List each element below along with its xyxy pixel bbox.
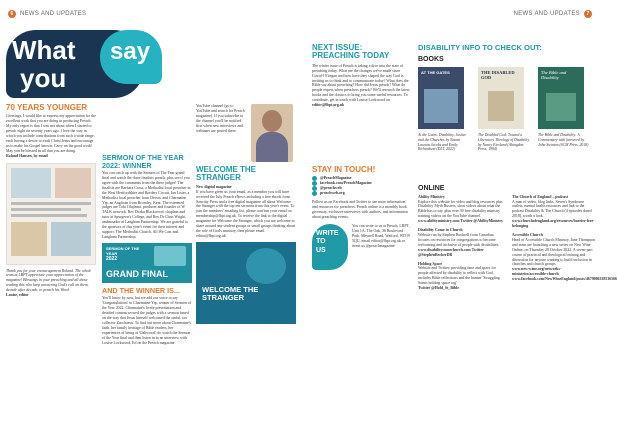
welcome-stranger-cover [196,242,296,324]
online-2-title: Disability Come to Church [418,228,463,233]
right-header [514,10,592,18]
online-5-link[interactable]: www.new-wine.org/networks-ministries/accessible-church www.facebook.com/NewWineEngland/posts/4679006338536566 [512,267,617,282]
stranger-column [196,104,296,420]
sermon-column [102,154,192,420]
graphic-year: 2022 [106,255,118,262]
globe-icon [312,191,317,196]
books-row [418,63,596,183]
online-2-body: Website run by Stephen Buckrell from Canadian focuses on resources for congregations to become welcoming and inclusive of people with disabilities. [418,233,500,247]
sermon-grand-final-graphic [102,243,192,283]
editor-reply: Thank you for your encouragement Roland. The whole team at LBPT appreciate your appreciation of the magazine! Blessings in your preaching and all those reading this who keep answering God's call on them, decade after decade, to preach his Word. [6,268,92,293]
sermon-title: SERMON OF THE YEAR 2022: WINNER [102,153,184,170]
seventy-years-column [6,104,96,420]
online-1-body: Explore this website for video and blog resources plus Disability Myth Busters, short videos about what the Bible has to say, plus over 30 free disability ministry training videos on the YouTube channel. [418,199,503,219]
right-page [300,0,617,424]
online-3-title: Holding Space [418,261,443,266]
stay-in-touch-body: Follow us on Facebook and Twitter to see more information and resources for preachers. Preach online is a monthly book giveaway, exclusive interviews with authors, and information about preaching events. [312,200,408,220]
book-caption-1: At the Gates: Disability, Justice and the Churches by Naomi Lawson Jacobs and Emily Richardson (DLT, 2022) [418,133,467,152]
magazine-contents-image [6,163,96,265]
online-3-link[interactable]: Twitter @Hold_St_Bible [418,286,459,291]
page-number: 6 [8,10,16,18]
online-1-title: Ability Ministry [418,194,445,199]
section-title: NEWS AND UPDATES [20,11,87,17]
online-2-link[interactable]: www.disabilitycomechurch.com Twitter @StephenBeckerDR [418,247,484,257]
graphic-grand-final: GRAND FINAL [106,268,168,279]
stranger-cover-title: WELCOME THE STRANGER [202,284,259,302]
stranger-title: WELCOME THE STRANGER [196,165,256,183]
disability-section [418,38,617,420]
seventy-years-author: Roland Hansen, by email [6,153,48,158]
book-caption-3: The Bible and Disability: A Commentary with foreword by John Swinton (SCM Press, 2018) [538,133,589,147]
stranger-sub: New digital magazine [196,184,232,189]
next-issue-email: editor@lbpt.org.uk [312,103,345,108]
write-to-us-bubble: WRITE TO US [312,224,348,270]
graphic-title: SERMON OF THE YEAR [106,245,140,256]
banner-what: What [12,35,76,65]
next-issue-column [312,44,410,420]
facebook-link[interactable]: facebook.com/PreachMagazine [312,181,410,186]
section-title-right: NEWS AND UPDATES [513,11,580,17]
seventy-years-title: 70 YEARS YOUNGER [6,103,88,112]
online-3-body: Website and Twitter: providing time and space for people affected by disability to reflect with God, includes Bible reflections and the banner 'Struggling Saints holding space org' [418,266,500,286]
page-number-right: 7 [584,10,592,18]
next-issue-title: NEXT ISSUE: PREACHING TODAY [312,43,390,61]
online-4-link[interactable]: www.churchofengland.org/resources/barrier-free-belonging [512,219,595,229]
next-issue-body: The winter issue of Preach is taking a dive into the state of preaching today. What are the changes we've made since Covid-19 began and how have they shaped the way God is inviting us to think and to communicate today? What does the Bible say about preaching? How did Jesus preach? What do people expect when preachers preach? We'll research the latest books and the classics to bring you some useful resources. To contribute, get in touch with Louise Lockwood on [312,63,410,103]
stranger-body: If you have given us your email, as a member you will have received the July Preach eNews including a free ebook from Sanctity Press and a free digital magazine all about Welcome the Stranger with the top ten sermons from this year's event. To join the members' emailing list, please confirm your email on membership@lbpt.org.uk. To receive the link to the digital magazine for Welcome the Stranger, which you are welcome to share around any student groups or small groups thinking about the role of God's ministry, then please email editor@lbpt.org.uk. [196,189,296,238]
stay-in-touch-title: STAY IN TOUCH! [312,164,376,174]
online-4-title: The Church of England – podcast [512,194,569,199]
sermon-body: You can catch up with the Sermon of The Year grand final and watch the three finalists preach, plus see if you agree with the comments from the three judges! The finalists are Barbara Cross, a Methodist local preacher in the West Hertfordshire and Borders Circuit, Ian Lister, a Methodist local preacher from Devon, and Charmaine Yip, an Anglican from Bromley, Kent. The esteemed judges are Tobi Olujinmi, producer and founder of W TALK network, Rev Dorka Blackwood, chaplain and tutor at Spurgeon's College, and Rev Dr Chris Wright, ambassador at Langham Partnership. We are grateful to the sponsors of this year's event for their interest and support: The Methodist Church, All We Can, and Langham Partnership. [102,171,191,239]
instagram-link[interactable]: @preachweb [312,186,410,191]
winner-body: You'll know by now, but we add our voice to say 'Congratulations' to Charmaine Yip, winner of Sermon of the Year 2022. Charmaine's lively presentation and detailed content wowed the judges with a sermon based on the way that Jesus himself welcomed the sinful, tax collector Zacchaeus. To find out more about Charmaine's faith, her family heritage of Bible readers, her experiences of being at 'Oakwood', do watch the Sermon of the Year final and then listen in to an interview with Louise Lockwood, Ed on the Preach magazine [102,296,191,345]
social-links [312,176,410,196]
book-cover-1: AT THE GATES [418,67,464,129]
editor-signature: Louise, editor [6,293,29,298]
youtube-body: YouTube channel (go to YouTube and search for Preach magazine). If you subscribe to the channel you'll be notified first when new interviews and webinars are posted there. [196,104,245,133]
books-label: BOOKS [418,55,444,63]
online-4-body: A man of video, blog links, Seven's Syndrome outlets, mental health resources and link to the podcast Disability & The Church (4 episodes dated 2018), worth a look. [512,199,592,219]
online-1-link[interactable]: www.abilityministry.com Twitter @AbilityMinistry [418,219,504,224]
online-col-2 [512,194,617,291]
seventy-years-body: Greetings, I would like to express my appreciation for the excellent work that you are doing in producing Preach. My only regret is that I was not about when I started to preach eight on seventy years ago. I love the way in which you include contributions from such a wide range, each having a desire to exalt Christ Jesus and encourage us to make his Gospel known. Carry on the good work! May you be blessed in all that you are doing. [6,114,96,153]
banner-say: say [110,38,151,65]
online-5-body: Head of Accessible Church Ministry, Jane Thompson and team are launching a new series on New Wine Online, on Thursday 28 October 2022. A seven-part course of practical and theological training and discussion for anyone wanting to build inclusion in churches and church groups. [512,237,595,267]
write-to-us-text: You can write to us at Preach, LBPT, Unit 1A, The Oak, 36 Boulevard Park, Meynell Road, Watford, WD19 5QU, email editor@lbpt.org.uk or tweet us @preachmagazine [352,223,410,248]
book-cover-3: The Bible and Disability [538,67,584,129]
book-caption-2: The Disabled God: Toward a Liberatory Theology of Disability by Nancy Eiesland (Abingdon Press, 1994) [478,133,530,152]
say-bubble [100,30,162,84]
book-cover-2: THE DISABLED GOD [478,67,524,129]
winner-title: AND THE WINNER IS... [102,285,180,295]
charmaine-photo [251,104,293,162]
left-header [8,10,86,18]
online-col-1 [418,195,504,291]
twitter-link[interactable]: @PreachMagazine [312,176,410,181]
banner-you: you [20,63,67,93]
website-link[interactable]: preachweb.org [312,191,410,196]
disability-title: DISABILITY INFO TO CHECK OUT: [418,43,542,52]
online-label: ONLINE [418,185,445,193]
left-page [0,0,300,424]
online-5-title: Accessible Church [512,233,543,237]
